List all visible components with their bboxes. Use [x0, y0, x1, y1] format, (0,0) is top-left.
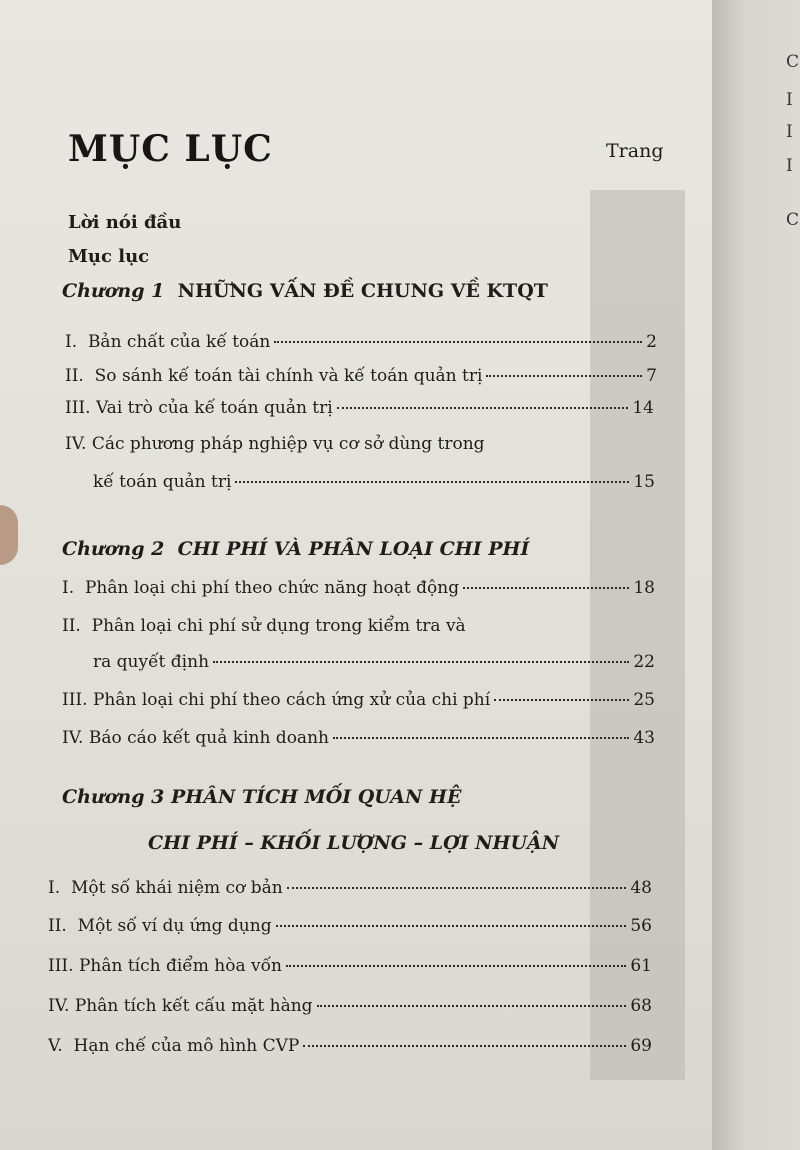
page-number: 22 — [633, 652, 655, 672]
front-matter-contents: Mục lục — [68, 246, 150, 267]
toc-entry-first-line: II. Phân loại chi phí sử dụng trong kiểm tra và — [62, 616, 466, 636]
chapter-title: PHÂN TÍCH MỐI QUAN HỆ — [170, 786, 462, 808]
adjacent-letter: I — [786, 156, 793, 176]
leader-dots — [333, 737, 629, 739]
thumb — [0, 505, 18, 565]
toc-entry: III. Vai trò của kế toán quản trị 14 — [65, 398, 654, 418]
leader-dots — [287, 887, 627, 889]
chapter-title: NHỮNG VẤN ĐỀ CHUNG VỀ KTQT — [177, 280, 548, 302]
adjacent-letter: C — [786, 210, 800, 230]
page-number: 2 — [646, 332, 657, 352]
page-number: 68 — [630, 996, 652, 1016]
chapter-label: Chương 2 — [62, 538, 165, 560]
toc-entry: I. Một số khái niệm cơ bản 48 — [48, 878, 652, 898]
page-number: 18 — [633, 578, 655, 598]
toc-entry: III. Phân loại chi phí theo cách ứng xử của chi phí 25 — [62, 690, 655, 710]
leader-dots — [213, 661, 629, 663]
chapter-title-line-2: CHI PHÍ – KHỐI LƯỢNG – LỢI NHUẬN — [148, 832, 560, 854]
page-title: MỤC LỤC — [68, 128, 273, 170]
leader-dots — [276, 925, 627, 927]
leader-dots — [303, 1045, 626, 1047]
adjacent-page-edge — [712, 0, 800, 1150]
page-number: 14 — [632, 398, 654, 418]
toc-entry: I. Phân loại chi phí theo chức năng hoạt động 18 — [62, 578, 655, 598]
toc-entry: IV. Phân tích kết cấu mặt hàng 68 — [48, 996, 652, 1016]
leader-dots — [486, 375, 642, 377]
toc-entry: II. Một số ví dụ ứng dụng 56 — [48, 916, 652, 936]
toc-entry: III. Phân tích điểm hòa vốn 61 — [48, 956, 652, 976]
toc-entry-continuation: ra quyết định 22 — [93, 652, 655, 672]
adjacent-letter: C — [786, 52, 800, 72]
page-number: 7 — [646, 366, 657, 386]
page-number: 61 — [630, 956, 652, 976]
leader-dots — [286, 965, 626, 967]
chapter-heading — [62, 786, 461, 808]
chapter-label: Chương 1 — [62, 280, 165, 302]
leader-dots — [463, 587, 629, 589]
page-number: 56 — [630, 916, 652, 936]
leader-dots — [337, 407, 629, 409]
page-number: 69 — [630, 1036, 652, 1056]
page-number: 43 — [633, 728, 655, 748]
toc-entry: IV. Báo cáo kết quả kinh doanh 43 — [62, 728, 655, 748]
leader-dots — [235, 481, 629, 483]
chapter-heading — [62, 280, 548, 302]
leader-dots — [274, 341, 642, 343]
chapter-label: Chương 3 — [62, 786, 165, 808]
page-column-header: Trang — [606, 140, 664, 162]
page-number: 25 — [633, 690, 655, 710]
toc-entry-first-line: IV. Các phương pháp nghiệp vụ cơ sở dùng trong — [65, 434, 485, 454]
chapter-title: CHI PHÍ VÀ PHÂN LOẠI CHI PHÍ — [177, 538, 530, 560]
toc-entry-continuation: kế toán quản trị 15 — [93, 472, 655, 492]
show-through-shade — [590, 190, 685, 1080]
front-matter-preface: Lời nói đầu — [68, 212, 182, 233]
leader-dots — [317, 1005, 627, 1007]
chapter-heading — [62, 538, 529, 560]
toc-entry: II. So sánh kế toán tài chính và kế toán quản trị 7 — [65, 366, 657, 386]
adjacent-letter: I — [786, 90, 793, 110]
page-number: 15 — [633, 472, 655, 492]
adjacent-letter: I — [786, 122, 793, 142]
toc-entry: I. Bản chất của kế toán 2 — [65, 332, 657, 352]
page-number: 48 — [630, 878, 652, 898]
leader-dots — [494, 699, 629, 701]
toc-entry: V. Hạn chế của mô hình CVP 69 — [48, 1036, 652, 1056]
